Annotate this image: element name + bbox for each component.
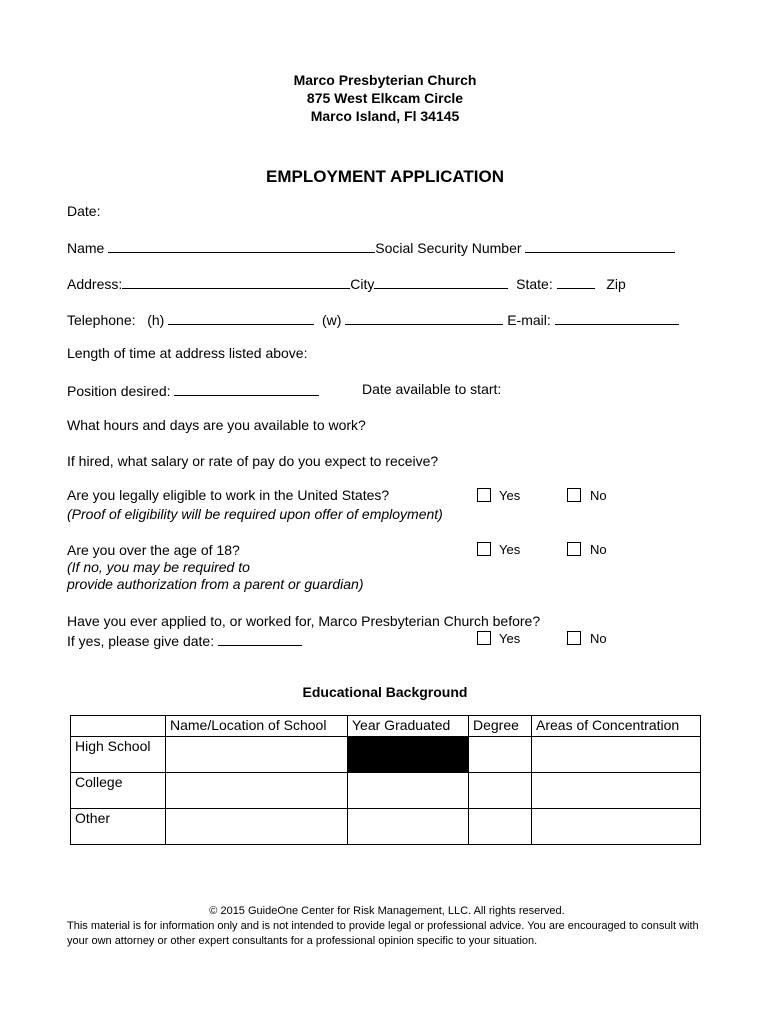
header-blank-cell <box>71 716 166 737</box>
other-name-cell[interactable] <box>166 809 348 845</box>
college-degree-cell[interactable] <box>469 773 532 809</box>
header-degree: Degree <box>469 716 532 737</box>
age-note-2: provide authorization from a parent or guardian) <box>67 576 364 592</box>
table-row <box>71 737 701 773</box>
college-name-cell[interactable] <box>166 773 348 809</box>
eligible-note: (Proof of eligibility will be required upon offer of employment) <box>67 506 443 522</box>
state-label: State: <box>516 276 553 292</box>
age-yes-checkbox[interactable] <box>477 542 491 556</box>
org-street: 875 West Elkcam Circle <box>306 90 464 106</box>
other-concentration-cell[interactable] <box>532 809 701 845</box>
zip-label: Zip <box>606 276 626 292</box>
telephone-label: Telephone: <box>67 312 136 328</box>
applied-yes-checkbox[interactable] <box>477 631 491 645</box>
disclaimer: This material is for information only and is not intended to provide legal or professional advice. You are encouraged to consult with your own attorney or other expert consultants for a professional opinion specific to your situation. <box>67 920 699 947</box>
salary-label: If hired, what salary or rate of pay do you expect to receive? <box>67 453 439 469</box>
address-row <box>67 274 626 292</box>
table-row <box>71 809 701 845</box>
age-note-1: (If no, you may be required to <box>67 559 250 575</box>
name-field[interactable] <box>108 238 375 253</box>
name-label: Name <box>67 240 105 256</box>
header-year: Year Graduated <box>348 716 469 737</box>
position-label: Position desired: <box>67 383 171 399</box>
applied-date-label: If yes, please give date: <box>67 633 215 649</box>
age-no-label: No <box>590 542 607 557</box>
city-field[interactable] <box>374 274 508 289</box>
org-city: Marco Island, Fl 34145 <box>310 108 460 124</box>
ssn-label: Social Security Number <box>375 240 522 256</box>
age-question: Are you over the age of 18? <box>67 542 240 558</box>
applied-date-field[interactable] <box>218 631 302 646</box>
name-row <box>67 238 675 256</box>
eligible-yes-checkbox[interactable] <box>477 488 491 502</box>
date-available-label: Date available to start: <box>362 381 502 397</box>
telephone-row <box>67 310 679 328</box>
age-yes-label: Yes <box>499 542 521 557</box>
ssn-field[interactable] <box>525 238 675 253</box>
work-phone-field[interactable] <box>345 310 503 325</box>
address-label: Address: <box>67 276 123 292</box>
college-concentration-cell[interactable] <box>532 773 701 809</box>
education-table <box>70 715 701 845</box>
header-concentration: Areas of Concentration <box>532 716 701 737</box>
row-label-high-school: High School <box>71 737 166 773</box>
high-school-year-cell[interactable] <box>348 737 469 773</box>
org-name: Marco Presbyterian Church <box>293 72 477 88</box>
college-year-cell[interactable] <box>348 773 469 809</box>
applied-question: Have you ever applied to, or worked for, Marco Presbyterian Church before? <box>67 613 541 629</box>
date-label: Date: <box>67 203 101 219</box>
other-year-cell[interactable] <box>348 809 469 845</box>
email-label: E-mail: <box>507 312 551 328</box>
high-school-degree-cell[interactable] <box>469 737 532 773</box>
hours-label: What hours and days are you available to work? <box>67 417 366 433</box>
city-label: City <box>350 276 375 292</box>
applied-no-checkbox[interactable] <box>567 631 581 645</box>
copyright: © 2015 GuideOne Center for Risk Management, LLC. All rights reserved. <box>209 905 565 917</box>
high-school-name-cell[interactable] <box>166 737 348 773</box>
eligible-question: Are you legally eligible to work in the United States? <box>67 487 390 503</box>
position-field[interactable] <box>174 381 319 396</box>
age-no-checkbox[interactable] <box>567 542 581 556</box>
work-phone-label: (w) <box>321 312 342 328</box>
row-label-other: Other <box>71 809 166 845</box>
high-school-concentration-cell[interactable] <box>532 737 701 773</box>
home-phone-label: (h) <box>147 312 165 328</box>
eligible-no-checkbox[interactable] <box>567 488 581 502</box>
form-title: EMPLOYMENT APPLICATION <box>266 167 504 186</box>
position-row <box>67 381 319 399</box>
row-label-college: College <box>71 773 166 809</box>
eligible-no-label: No <box>590 488 607 503</box>
table-row <box>71 773 701 809</box>
applied-yes-label: Yes <box>499 631 521 646</box>
length-at-address-label: Length of time at address listed above: <box>67 345 308 361</box>
eligible-yes-label: Yes <box>499 488 521 503</box>
education-title: Educational Background <box>302 684 468 700</box>
applied-no-label: No <box>590 631 607 646</box>
home-phone-field[interactable] <box>168 310 314 325</box>
state-field[interactable] <box>557 274 595 289</box>
applied-date-row <box>67 631 302 649</box>
footer <box>67 904 707 949</box>
table-header-row <box>71 716 701 737</box>
other-degree-cell[interactable] <box>469 809 532 845</box>
header-school: Name/Location of School <box>166 716 348 737</box>
address-field[interactable] <box>122 274 350 289</box>
email-field[interactable] <box>555 310 679 325</box>
